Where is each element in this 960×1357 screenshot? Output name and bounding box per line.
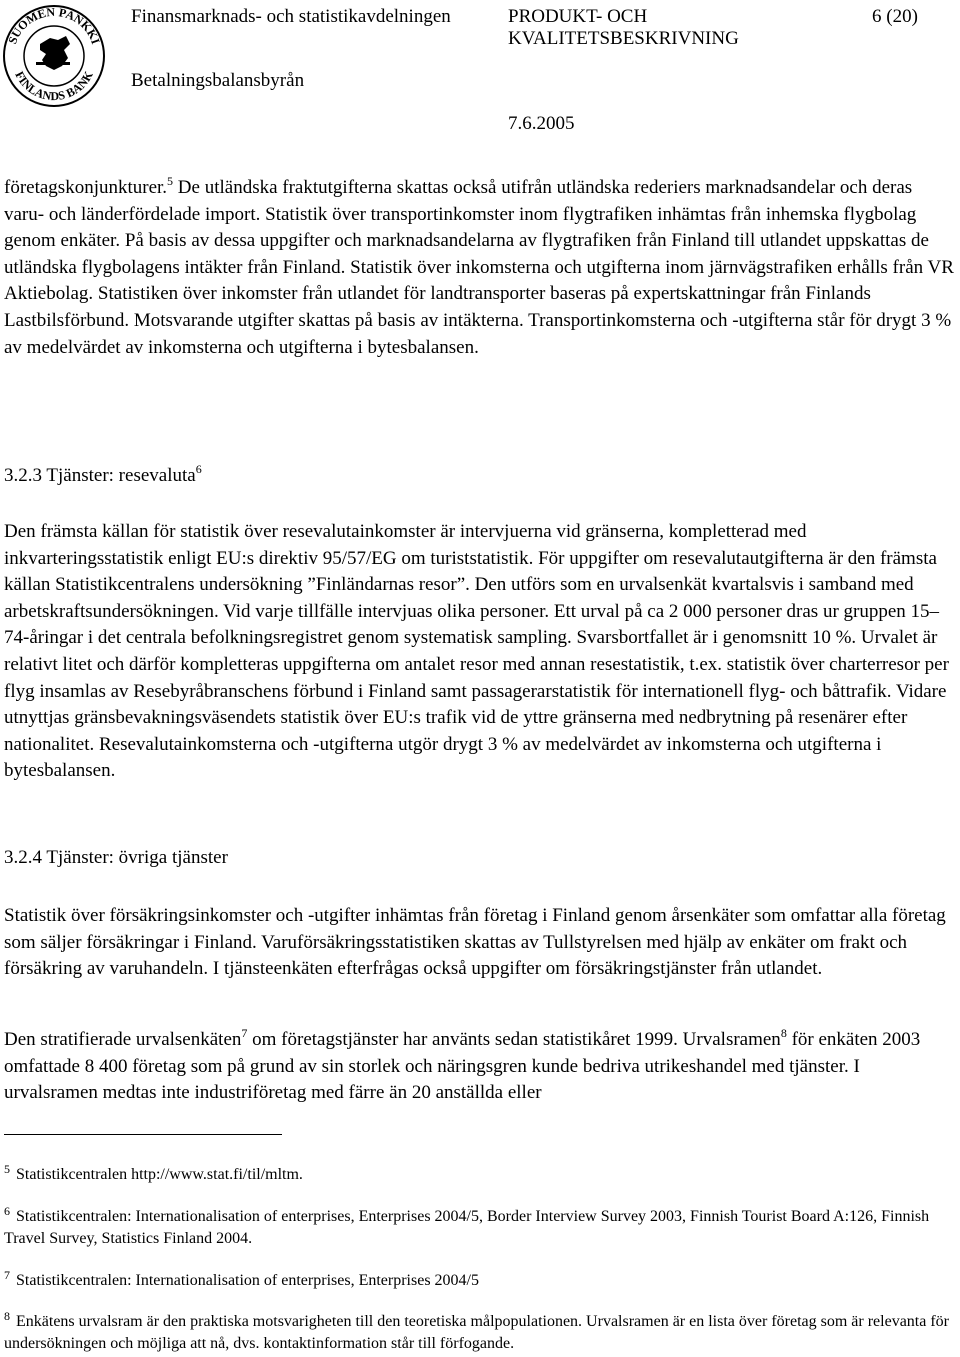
paragraph-forsakring: Statistik över försäkringsinkomster och -utgifter inhämtas från företag i Finland genom årsenkäter som omfattar alla företag som säljer försäkringar i Finland. Varuförsäkringsstatistiken skattas av Tullstyrelsen med hjälp av enkäter om frakt och försäkring av varuhandeln. I tjänsteenkäten efterfrågas också uppgifter om försäkringstjänster från utlandet.	[4, 905, 946, 980]
footnote-ref-6[interactable]: 6	[195, 461, 202, 476]
footnote-7	[4, 1267, 956, 1292]
header-date: 7.6.2005	[508, 113, 575, 134]
paragraph-urvalsenkat	[4, 1027, 956, 1107]
section-heading-resevaluta	[4, 461, 202, 488]
footnote-number: 6	[4, 1203, 10, 1218]
header-doc-type-2: KVALITETSBESKRIVNING	[508, 28, 739, 49]
paragraph-text: om företagstjänster har använts sedan statistikåret 1999. Urvalsramen	[247, 1029, 781, 1050]
footnote-ref-5[interactable]: 5	[167, 173, 174, 188]
paragraph-transport	[4, 175, 956, 361]
lion-emblem-icon	[36, 36, 70, 70]
footnote-ref-7[interactable]: 7	[241, 1025, 248, 1040]
footnote-8	[4, 1308, 956, 1355]
header-page-number: 6 (20)	[872, 6, 918, 27]
footnote-number: 5	[4, 1161, 10, 1176]
paragraph-text: Den stratifierade urvalsenkäten	[4, 1029, 242, 1050]
footnote-text: Statistikcentralen: Internationalisation of enterprises, Enterprises 2004/5, Border Interview Survey 2003, Finnish Tourist Board A:126, Finnish Travel Survey, Statistics Finland 2004.	[4, 1208, 930, 1247]
footnote-5	[4, 1161, 956, 1186]
header-bureau: Betalningsbalansbyrån	[131, 70, 305, 91]
heading-text: 3.2.3 Tjänster: resevaluta	[4, 465, 196, 486]
paragraph-text: De utländska fraktutgifterna skattas också utifrån utländska rederiers marknadsandelar och deras varu- och länderfördelade import. Statistik över transportinkomster inom flygtrafiken inhämtas från inhemska flygbolag genom enkäter. På basis av dessa uppgifter och marknadsandelarna av flygtrafiken från Finland till utlandet uppskattas de utländska flygbolagens intäkter från Finland. Statistik över inkomsterna och utgifterna inom järnvägstrafiken erhålls från VR Aktiebolag. Statistiken över inkomster från utlandet för landtransporter baseras på expertskattningar från Finlands Lastbilsförbund. Motsvarande utgifter skattas på basis av intäkterna. Transportinkomsterna och -utgifterna står för drygt 3 % av medelvärdet av inkomsterna och utgifterna i bytesbalansen.	[4, 177, 954, 358]
header-department: Finansmarknads- och statistikavdelningen	[131, 6, 451, 27]
footnote-text: Statistikcentralen http://www.stat.fi/til/mltm.	[16, 1166, 303, 1183]
section-heading-ovriga-tjanster: 3.2.4 Tjänster: övriga tjänster	[4, 847, 228, 868]
footnote-number: 7	[4, 1267, 10, 1282]
footnote-text: Statistikcentralen: Internationalisation of enterprises, Enterprises 2004/5	[16, 1272, 479, 1289]
paragraph-resevaluta: Den främsta källan för statistik över resevalutainkomster är intervjuerna vid gränserna, kompletterad med inkvarteringsstatistik enligt EU:s direktiv 95/57/EG om turiststatistik. För uppgifter om resevalutautgifterna är den främsta källan Statistikcentralens undersökning ”Finländarnas resor”. Den utförs som en urvalsenkät kvartalsvis i samband med arbetskraftsundersökningen. Vid varje tillfälle intervjuas olika personer. Ett urval på ca 2 000 personer dras ur gruppen 15–74-åringar i det centrala befolkningsregistret genom systematisk sampling. Svarsbortfallet är i genomsnitt 10 %. Urvalet är relativt litet och därför kompletteras uppgifterna om antalet resor med annan resestatistik, t.ex. statistik över charterresor per flyg insamlas av Resebyråbranschens förbund i Finland samt passagerarstatistik för internationell flyg- och båttrafik. Vidare utnyttjas gränsbevakningsväsendets statistik över EU:s trafik vid de yttre gränserna med nedbrytning på resenärer efter nationalitet. Resevalutainkomsterna och -utgifterna utgör drygt 3 % av medelvärdet av inkomsterna och utgifterna i bytesbalansen.	[4, 521, 949, 782]
footnote-number: 8	[4, 1308, 10, 1323]
header-doc-type-1: PRODUKT- OCH	[508, 6, 648, 27]
svg-text:FINLANDS BANK: FINLANDS BANK	[12, 68, 96, 104]
footnote-6	[4, 1203, 956, 1250]
footnote-ref-8[interactable]: 8	[780, 1025, 787, 1040]
paragraph-text: företagskonjunkturer.	[4, 177, 168, 198]
footnote-text: Enkätens urvalsram är den praktiska motsvarigheten till den teoretiska målpopulationen. Urvalsramen är en lista över företag som är relevanta för undersökningen och möjliga att nå, dvs. kontaktinformation står till förfogande.	[4, 1313, 949, 1352]
paragraph-text: för enkäten 2003 omfattade 8 400 företag som på grund av sin storlek och näringsgren kunde bedriva utrikeshandel med tjänster. I urvalsramen medtas inte industriföretag med färre än 20 anställda eller	[4, 1029, 921, 1104]
svg-text:SUOMEN PANKKI: SUOMEN PANKKI	[5, 4, 103, 46]
footnote-separator	[4, 1134, 282, 1135]
bank-seal-logo	[0, 0, 108, 108]
